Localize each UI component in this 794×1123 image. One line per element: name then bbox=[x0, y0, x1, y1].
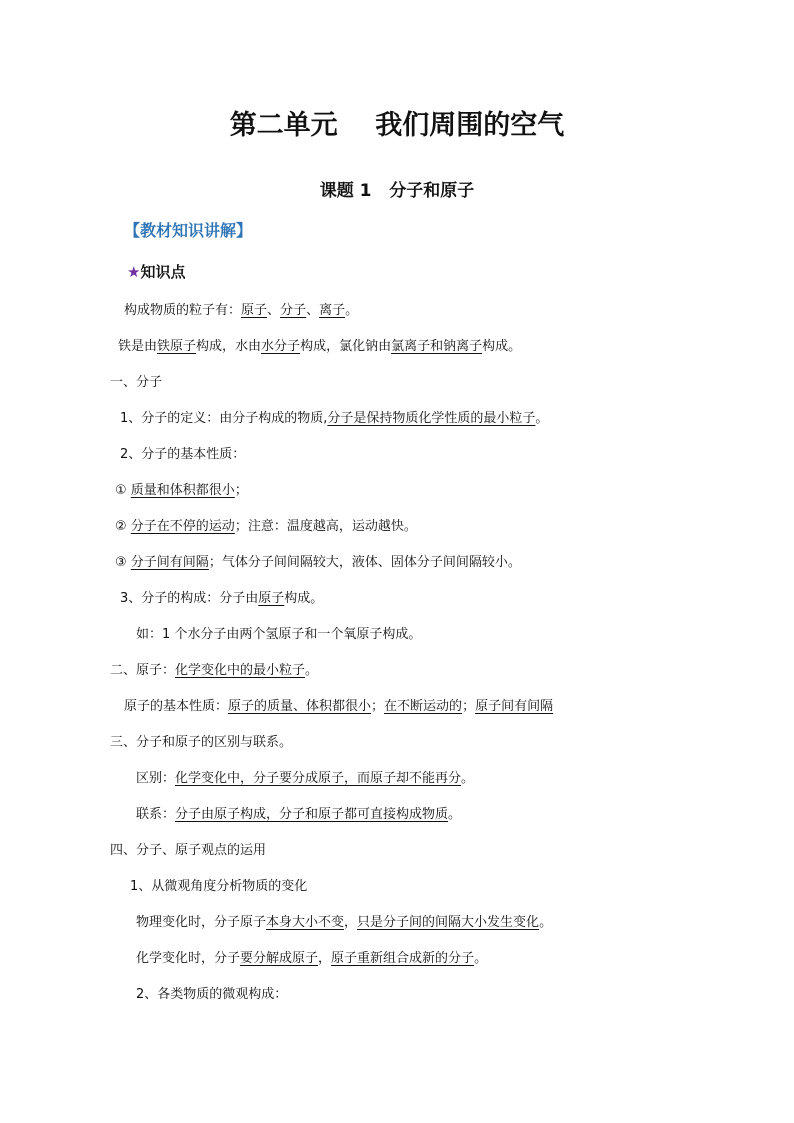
molecule-composition: 3、分子的构成：分子由原子构成。 bbox=[120, 591, 324, 606]
composition-example: 如：1 个水分子由两个氢原子和一个氧原子构成。 bbox=[136, 627, 422, 642]
property-3: ③ 分子间有间隔；气体分子间间隔较大，液体、固体分子间间隔较小。 bbox=[115, 555, 521, 570]
property-1: ① 质量和体积都很小； bbox=[115, 483, 248, 498]
intro-particles: 构成物质的粒子有：原子、分子、离子。 bbox=[124, 303, 359, 318]
star-icon: ★ bbox=[127, 263, 141, 281]
heading-application: 四、分子、原子观点的运用 bbox=[110, 843, 267, 858]
section-heading: 【教材知识讲解】 bbox=[124, 221, 253, 240]
atom-properties: 原子的基本性质：原子的质量、体积都很小；在不断运动的；原子间有间隔 bbox=[124, 699, 554, 714]
heading-atom: 二、原子：化学变化中的最小粒子。 bbox=[110, 663, 319, 678]
molecule-definition: 1、分子的定义：由分子构成的物质,分子是保持物质化学性质的最小粒子。 bbox=[120, 411, 549, 426]
property-2: ② 分子在不停的运动；注意：温度越高，运动越快。 bbox=[115, 519, 417, 534]
heading-difference: 三、分子和原子的区别与联系。 bbox=[110, 735, 293, 750]
molecule-properties-title: 2、分子的基本性质： bbox=[120, 447, 246, 462]
page-title: 第二单元 我们周围的空气 bbox=[229, 110, 565, 141]
application-sub-1: 1、从微观角度分析物质的变化 bbox=[130, 879, 308, 894]
heading-molecule: 一、分子 bbox=[110, 375, 163, 390]
connection-text: 联系：分子由原子构成，分子和原子都可直接构成物质。 bbox=[136, 807, 462, 822]
lesson-title: 课题 1 分子和原子 bbox=[319, 181, 475, 201]
chemical-change: 化学变化时，分子要分解成原子，原子重新组合成新的分子。 bbox=[136, 951, 488, 966]
knowledge-point-heading: ★知识点 bbox=[127, 263, 186, 281]
difference-text: 区别：化学变化中，分子要分成原子，而原子却不能再分。 bbox=[136, 771, 475, 786]
application-sub-2: 2、各类物质的微观构成： bbox=[136, 987, 288, 1002]
physical-change: 物理变化时，分子原子本身大小不变，只是分子间的间隔大小发生变化。 bbox=[136, 915, 553, 930]
intro-examples: 铁是由铁原子构成，水由水分子构成，氯化钠由氯离子和钠离子构成。 bbox=[118, 339, 522, 354]
